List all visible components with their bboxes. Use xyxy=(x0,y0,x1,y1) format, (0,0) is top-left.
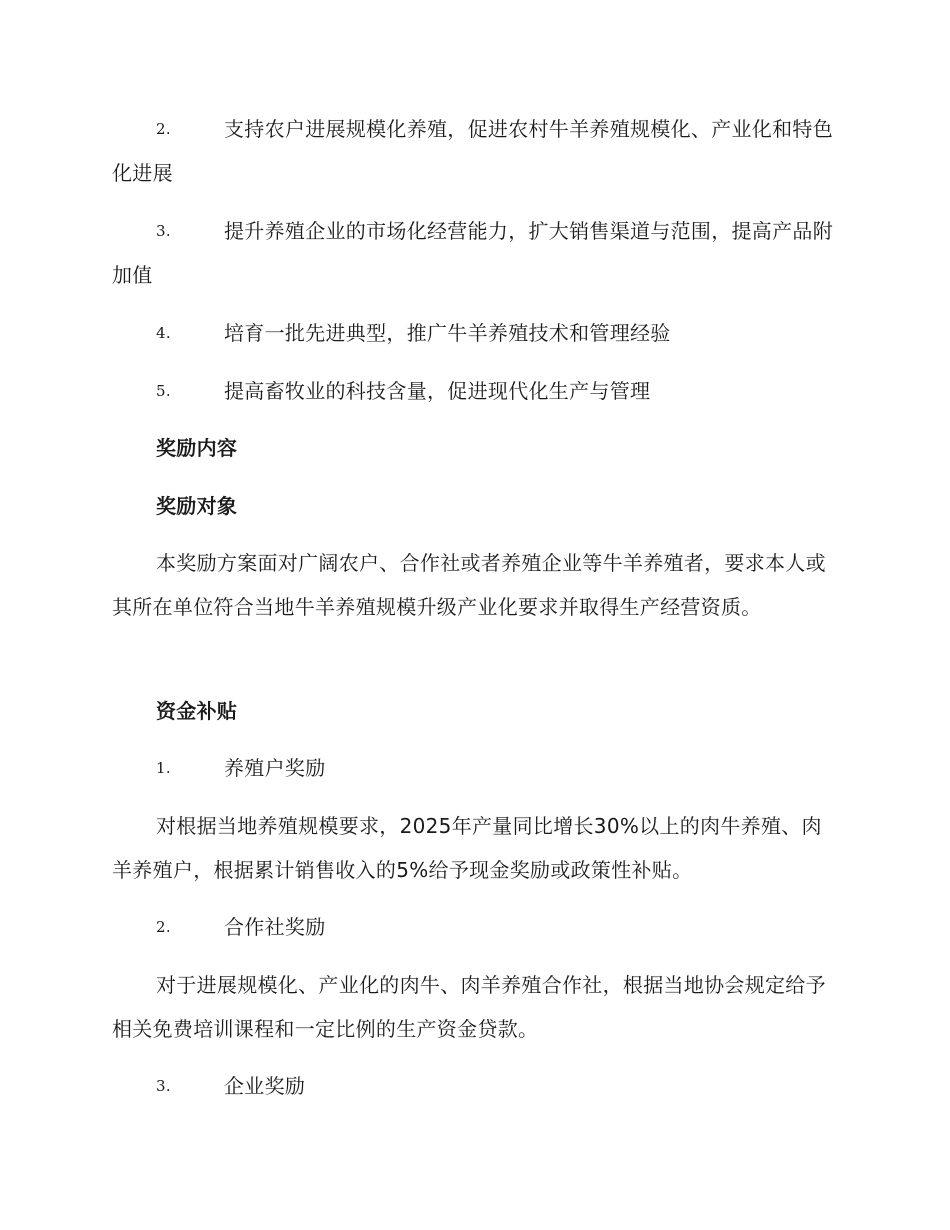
goal-item-4 xyxy=(112,311,834,355)
subsidy-item-1 xyxy=(112,746,834,790)
section-heading-reward-content: 奖励内容 xyxy=(156,436,238,460)
subsidy-number: 3. xyxy=(156,1077,171,1095)
goal-text: 培育一批先进典型，推广牛羊养殖技术和管理经验 xyxy=(224,321,671,345)
subsidy-paragraph-1: 对根据当地养殖规模要求，2025年产量同比增长30%以上的肉牛养殖、肉羊养殖户，根据累计销售收入的5%给予现金奖励或政策性补贴。 xyxy=(112,814,822,882)
goal-number: 2. xyxy=(156,120,171,138)
section-heading-subsidy: 资金补贴 xyxy=(156,699,238,723)
subsidy-item-2 xyxy=(112,905,834,949)
subsidy-number: 1. xyxy=(156,759,171,777)
goal-text: 提高畜牧业的科技含量，促进现代化生产与管理 xyxy=(224,379,651,403)
section-heading-reward-target: 奖励对象 xyxy=(156,494,238,518)
goal-text: 支持农户进展规模化养殖，促进农村牛羊养殖规模化、产业化和特色化进展 xyxy=(112,117,833,185)
target-paragraph: 本奖励方案面对广阔农户、合作社或者养殖企业等牛羊养殖者，要求本人或其所在单位符合当地牛羊养殖规模升级产业化要求并取得生产经营资质。 xyxy=(112,551,826,619)
goal-item-5 xyxy=(112,369,834,413)
subsidy-number: 2. xyxy=(156,918,171,936)
goal-item-2 xyxy=(112,107,834,195)
subsidy-item-3 xyxy=(112,1064,834,1108)
subsidy-title: 企业奖励 xyxy=(224,1074,306,1098)
goal-item-3 xyxy=(112,209,834,297)
subsidy-title: 养殖户奖励 xyxy=(224,756,326,780)
goal-number: 3. xyxy=(156,222,171,240)
goal-number: 4. xyxy=(156,324,171,342)
goal-text: 提升养殖企业的市场化经营能力，扩大销售渠道与范围，提高产品附加值 xyxy=(112,219,833,287)
goal-number: 5. xyxy=(156,382,171,400)
subsidy-title: 合作社奖励 xyxy=(224,915,326,939)
subsidy-paragraph-2: 对于进展规模化、产业化的肉牛、肉羊养殖合作社，根据当地协会规定给予相关免费培训课程和一定比例的生产资金贷款。 xyxy=(112,973,826,1041)
